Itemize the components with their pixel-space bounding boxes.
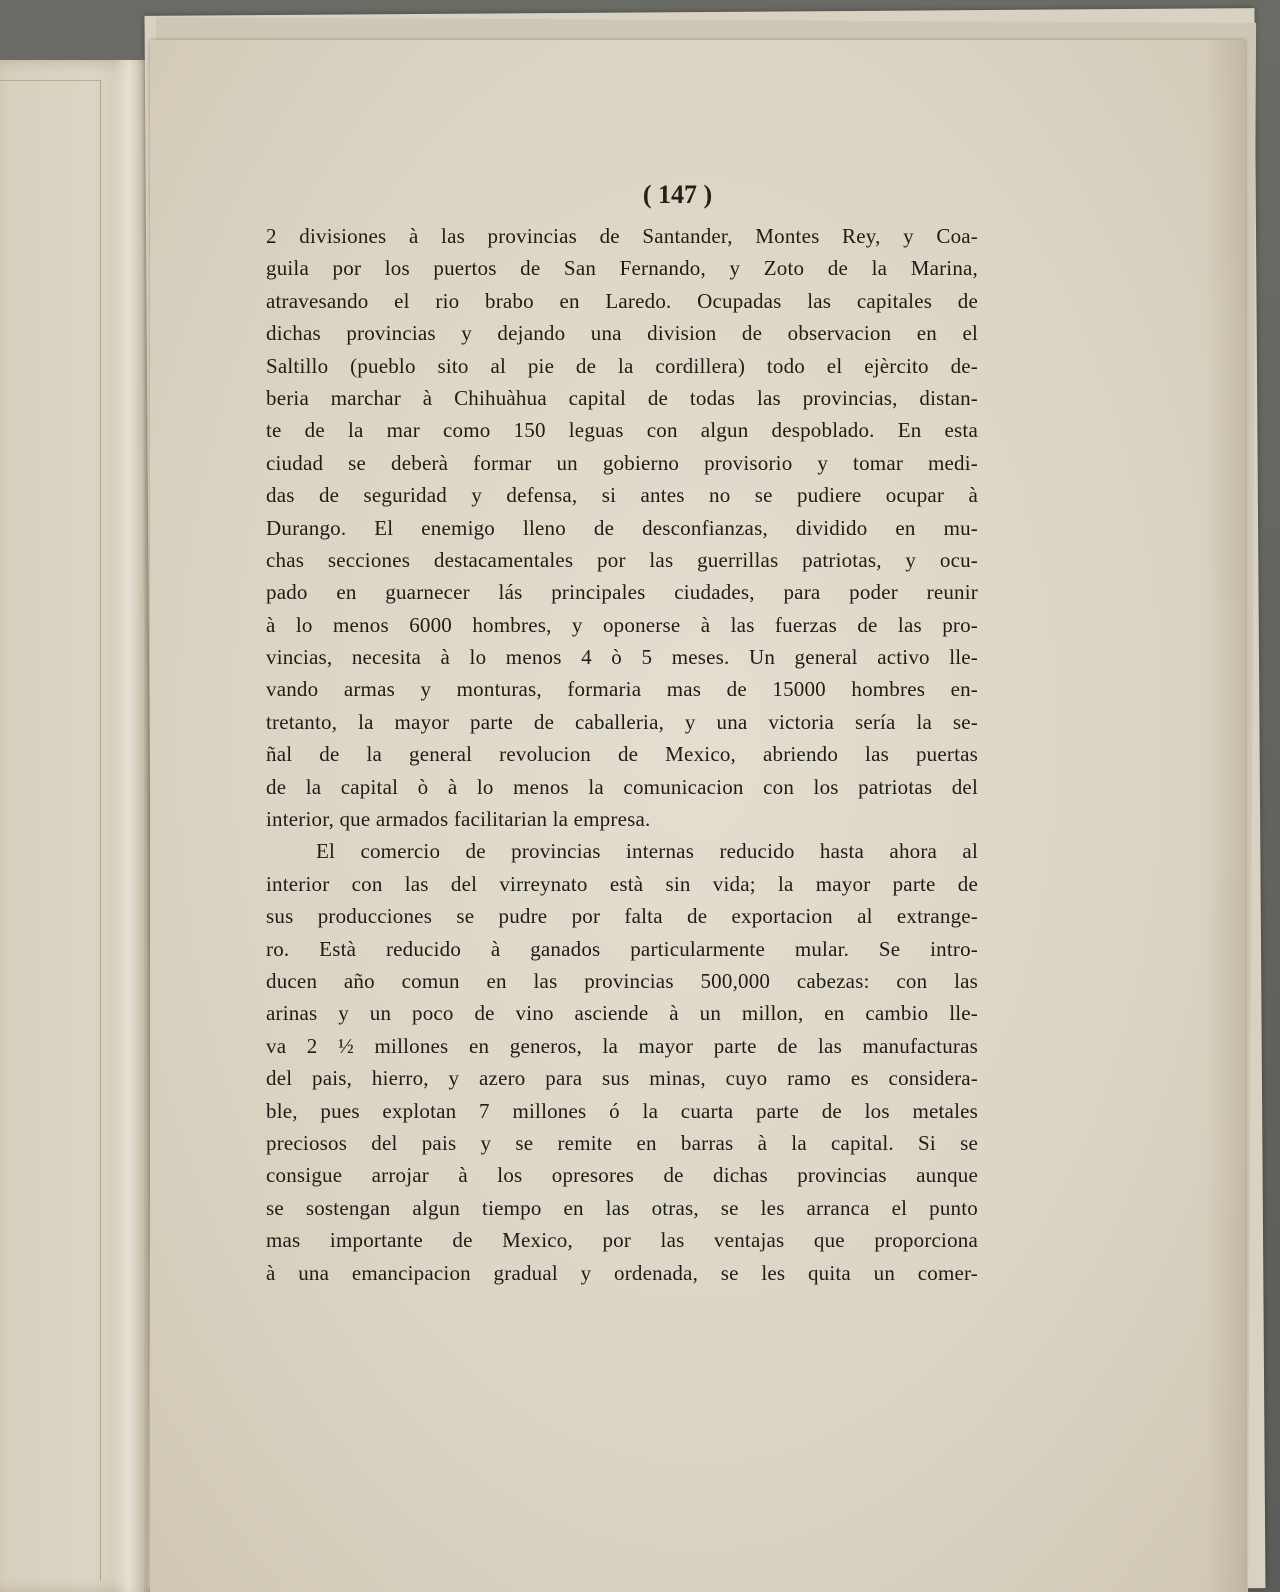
text-line: interior, que armados facilitarian la empresa. <box>266 807 651 832</box>
text-line: arinas y un poco de vino asciende à un millon, en cambio lle- <box>266 1001 978 1026</box>
text-line: interior con las del virreynato està sin vida; la mayor parte de <box>266 871 978 896</box>
page-number: ( 147 ) <box>642 180 713 209</box>
text-line: chas secciones destacamentales por las guerrillas patriotas, y ocu- <box>266 547 978 572</box>
text-line: de la capital ò à lo menos la comunicacion con los patriotas del <box>266 774 978 799</box>
text-line: ciudad se deberà formar un gobierno provisorio y tomar medi- <box>266 450 978 475</box>
text-line: del pais, hierro, y azero para sus minas, cuyo ramo es considera- <box>266 1066 978 1091</box>
text-line: ro. Està reducido à ganados particularmente mular. Se intro- <box>266 936 978 961</box>
text-line: 2 divisiones à las provincias de Santander, Montes Rey, y Coa- <box>266 224 978 248</box>
paragraph-1 <box>266 220 978 835</box>
text-line: Durango. El enemigo lleno de desconfianzas, dividido en mu- <box>266 515 978 540</box>
text-line: ñal de la general revolucion de Mexico, abriendo las puertas <box>266 742 978 767</box>
left-facing-leaf <box>0 60 152 1592</box>
text-line: das de seguridad y defensa, si antes no se pudiere ocupar à <box>266 483 978 508</box>
text-line: vincias, necesita à lo menos 4 ò 5 meses. Un general activo lle- <box>266 645 978 670</box>
text-line: à una emancipacion gradual y ordenada, se les quita un comer- <box>266 1260 978 1285</box>
text-line: atravesando el rio brabo en Laredo. Ocupadas las capitales de <box>266 288 978 313</box>
text-line: beria marchar à Chihuàhua capital de todas las provincias, distan- <box>266 385 978 410</box>
paragraph-2 <box>266 835 978 1288</box>
text-line: Saltillo (pueblo sito al pie de la cordillera) todo el ejèrcito de- <box>266 353 978 378</box>
text-line: ble, pues explotan 7 millones ó la cuarta parte de los metales <box>266 1098 978 1123</box>
text-line: sus producciones se pudre por falta de exportacion al extrange- <box>266 904 978 929</box>
text-line: va 2 ½ millones en generos, la mayor parte de las manufacturas <box>266 1033 978 1058</box>
text-line: vando armas y monturas, formaria mas de 15000 hombres en- <box>266 677 978 702</box>
text-line: mas importante de Mexico, por las ventajas que proporciona <box>266 1228 978 1253</box>
text-line: preciosos del pais y se remite en barras à la capital. Si se <box>266 1130 978 1155</box>
text-line: te de la mar como 150 leguas con algun despoblado. En esta <box>266 418 978 443</box>
book-page <box>150 40 1245 1592</box>
text-line: se sostengan algun tiempo en las otras, se les arranca el punto <box>266 1195 978 1220</box>
text-line: tretanto, la mayor parte de caballeria, y una victoria sería la se- <box>266 709 978 734</box>
text-line: dichas provincias y dejando una division de observacion en el <box>266 321 978 346</box>
text-line: à lo menos 6000 hombres, y oponerse à las fuerzas de las pro- <box>266 612 978 637</box>
text-line: guila por los puertos de San Fernando, y Zoto de la Marina, <box>266 256 978 281</box>
text-line: consigue arrojar à los opresores de dichas provincias aunque <box>266 1163 978 1188</box>
text-line: ducen año comun en las provincias 500,000 cabezas: con las <box>266 968 978 993</box>
page-text <box>266 220 978 1289</box>
text-line: El comercio de provincias internas reducido hasta ahora al <box>316 839 978 864</box>
text-line: pado en guarnecer lás principales ciudades, para poder reunir <box>266 580 978 605</box>
